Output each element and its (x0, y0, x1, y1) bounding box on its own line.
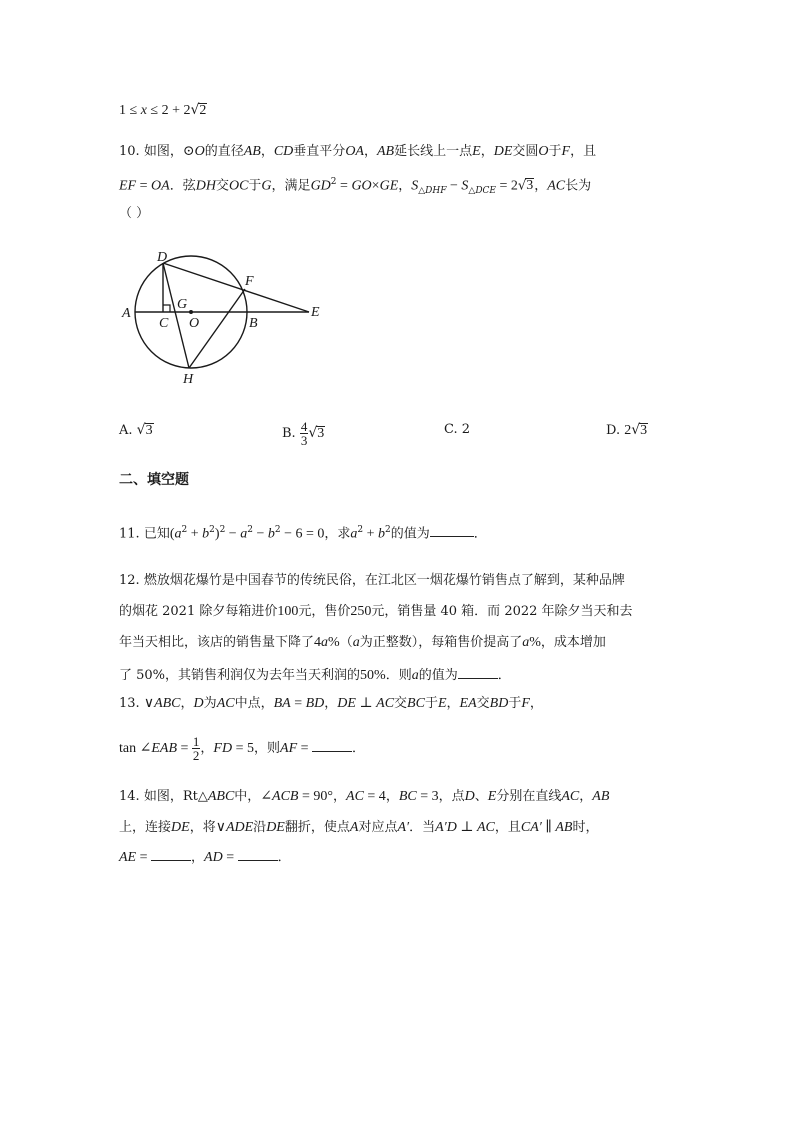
q14-line-2: 上，连接DE，将∨ADE沿DE翻折，使点A对应点A′．当A′D ⊥ AC，且CA′ ∥ AB时， (119, 820, 599, 835)
q12-line-2: 的烟花 2021 除夕每箱进价100元，售价250元，销售量 40 箱．而 2022 年除夕当天和去 (119, 604, 633, 619)
q14-line-3: AE = ，AD = ． (119, 846, 291, 868)
label-d: D (157, 250, 168, 265)
label-c: C (159, 316, 169, 331)
q11-answer-blank[interactable] (430, 522, 474, 537)
q11-line: 11. 已知$(a^2 + b^2)^2 - a^2 - b^2 - 6 = 0$，求$a^2 + b^2$的值为 ． (119, 520, 487, 544)
label-h: H (183, 372, 194, 387)
label-g: G (177, 297, 188, 312)
q13-answer-blank[interactable] (312, 737, 352, 752)
right-angle-mark (163, 305, 170, 312)
q14-ad-blank[interactable] (238, 846, 278, 861)
label-e: E (311, 305, 320, 320)
q10-line-2: EF = OA．弦DH交OC于G，满足$GD^2 = GO\times GE$，$S_{\triangle DHF} - S_{\triangle DCE} = 2√3$，AC长为 (119, 177, 592, 196)
q12-answer-blank[interactable] (458, 664, 498, 679)
q13-line-2: tan ∠EAB = $\frac{1}{2}$ ，FD = 5，则AF = ． (119, 734, 366, 763)
q10-figure (119, 245, 329, 390)
option-c[interactable]: C. 2 (444, 422, 471, 437)
option-b[interactable]: B. $\frac{4}{3}$ √3 (282, 419, 325, 448)
label-f: F (245, 274, 254, 289)
q9-answer-range: 1 ≤ x ≤ 2 + 2√2 (119, 102, 207, 118)
label-b: B (249, 316, 258, 331)
option-a[interactable]: A. √3 (119, 422, 153, 438)
label-a: A (122, 306, 131, 321)
section-title: 二、填空题 (119, 472, 189, 488)
point-o (189, 310, 193, 314)
q10-line-1: 10. 如图，⊙O的直径AB，CD垂直平分OA，AB延长线上一点E，DE交圆O于F，且 (119, 144, 597, 159)
q10-number: 10. (119, 144, 140, 159)
label-o: O (189, 316, 200, 331)
q12-line-3: 年当天相比，该店的销售量下降了4a%（a为正整数），每箱售价提高了a%，成本增加 (119, 635, 606, 650)
option-d[interactable]: D. 2√3 (606, 422, 648, 438)
q14-line-1: 14. 如图，Rt△ABC中，∠ACB = 90°，AC = 4，BC = 3，点D、E分别在直线AC，AB (119, 789, 610, 804)
q10-answer-paren: （ ） (119, 206, 150, 221)
q14-ae-blank[interactable] (151, 846, 191, 861)
q12-line-4: 了 50%，其销售利润仅为去年当天利润的50%．则a的值为 ． (119, 664, 511, 686)
q13-line-1: 13. ∨ABC，D为AC中点，BA = BD，DE ⊥ AC交BC于E，EA交BD于F， (119, 696, 543, 711)
q12-line-1: 12. 燃放烟花爆竹是中国春节的传统民俗，在江北区一烟花爆竹销售点了解到，某种品牌 (119, 573, 625, 588)
